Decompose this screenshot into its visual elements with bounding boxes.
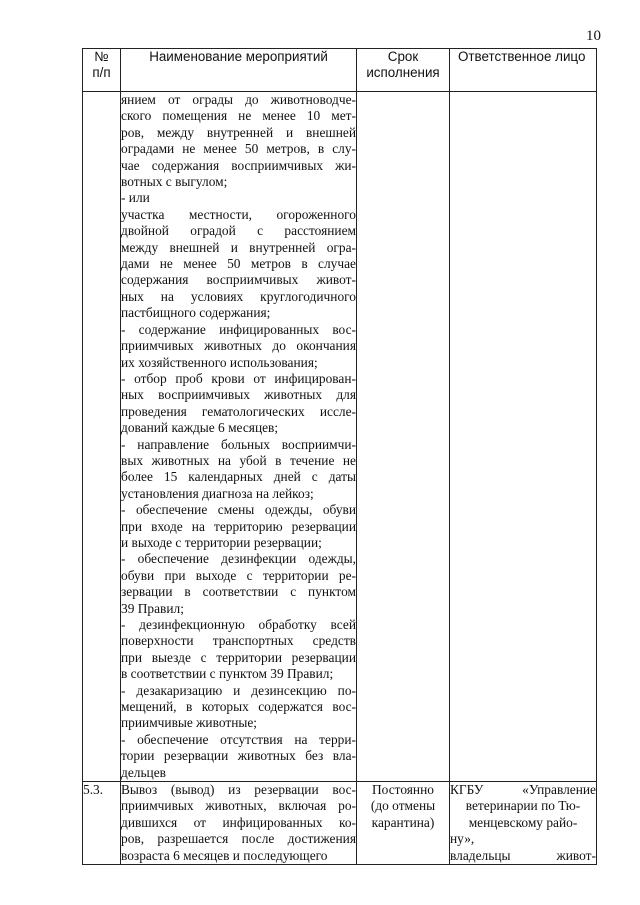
text-line: мещений, в которых содержатся вос- [121,699,356,715]
text-line: тории резервации животных без вла- [121,748,356,764]
text-line: дельцев [121,764,166,780]
responsible-line: ветеринарии по Тю- [465,798,581,814]
responsible-line: владельцы живот- [450,847,596,863]
header-name: Наименование мероприятий [121,49,357,92]
text-line: - обеспечение дезинфекции одежды, [121,551,356,567]
page-number: 10 [586,28,601,44]
cell-responsible-empty [450,92,597,782]
text-line: между внешней и внутренней огра- [121,239,356,255]
text-line: Вывоз (вывод) из резервации вос- [121,782,356,798]
text-line: проведения гематологических иссле- [121,403,356,419]
responsible-line: ну», [450,831,475,847]
text-line: оградами не менее 50 метров, в слу- [121,141,356,157]
text-line: - содержание инфицированных вос- [121,321,356,337]
text-line: дившихся от инфицированных ко- [121,814,356,830]
header-term [357,49,450,92]
text-line: ров, между внутренней и внешней [121,124,356,140]
text-line: вотных с выгулом; [121,174,228,190]
text-line: в соответствии с пунктом 39 Правил; [121,666,334,682]
cell-term [357,782,450,865]
text-line: - или [121,190,150,206]
cell-term-empty [357,92,450,782]
text-line: - дезакаризацию и дезинсекцию по- [121,682,356,698]
term-line: (до отмены [370,798,436,814]
responsible-line: менцевскому райо- [468,814,578,830]
text-line: обуви при выходе с территории ре- [121,567,356,583]
table-row-continued [83,92,597,782]
text-line: - обеспечение смены одежды, обуви [121,502,356,518]
text-line: их хозяйственного использования; [121,354,318,370]
term-line: карантина) [371,814,435,830]
text-line: чае содержания восприимчивых жи- [121,157,356,173]
header-responsible: Ответственное лицо [450,49,597,92]
table-header-row [83,49,597,92]
text-line: дами не менее 50 метров в случае [121,256,356,272]
text-line: - направление больных восприимчи- [121,436,356,452]
text-line: вых животных на убой в течение не [121,452,356,468]
table-row-5-3 [83,782,597,865]
header-number [83,49,121,92]
text-line: ского помещения не менее 10 мет- [121,108,356,124]
text-line: более 15 календарных дней с даты [121,469,356,485]
text-line: зервации в соответствии с пунктом [121,584,356,600]
text-line: ных на условиях круглогодичного [121,288,356,304]
text-line: пастбищного содержания; [121,305,271,321]
term-line: Постоянно [372,782,434,798]
responsible-line: КГБУ «Управление [450,782,596,798]
cell-responsible [450,782,597,865]
text-line: дований каждые 6 месяцев; [121,420,279,436]
text-line: ров, разрешается после достижения [121,831,356,847]
text-line: - отбор проб крови от инфицирован- [121,370,356,386]
cell-measure-text [121,92,357,782]
text-line: - дезинфекционную обработку всей [121,617,356,632]
text-line: возраста 6 месяцев и последующего [121,847,328,863]
text-line: двойной оградой с расстоянием [121,223,356,239]
text-line: приимчивых животных, включая ро- [121,798,356,814]
text-line: содержания восприимчивых живот- [121,272,356,288]
cell-measure-text [121,782,357,865]
text-line: участка местности, огороженного [121,206,356,222]
text-line: поверхности транспортных средств [121,633,356,649]
text-line: приимчивых животных до окончания [121,338,356,354]
header-number-line: п/п [92,65,111,81]
cell-number: 5.3. [83,782,121,865]
cell-number-empty [83,92,121,782]
header-number-line: № [94,49,109,64]
text-line: ных восприимчивых животных для [121,387,356,403]
measures-table [82,48,597,865]
text-line: при входе на территорию резервации [121,518,356,534]
text-line: - обеспечение отсутствия на терри- [121,731,356,747]
header-term-line: Срок [387,49,419,64]
header-term-line: исполнения [366,65,440,81]
text-line: при выезде с территории резервации [121,649,356,665]
text-line: установления диагноза на лейкоз; [121,485,314,501]
text-line: янием от ограды до животноводче- [121,92,356,107]
text-line: и выходе с территории резервации; [121,534,322,550]
text-line: приимчивые животные; [121,715,258,731]
text-line: 39 Правил; [121,600,184,616]
